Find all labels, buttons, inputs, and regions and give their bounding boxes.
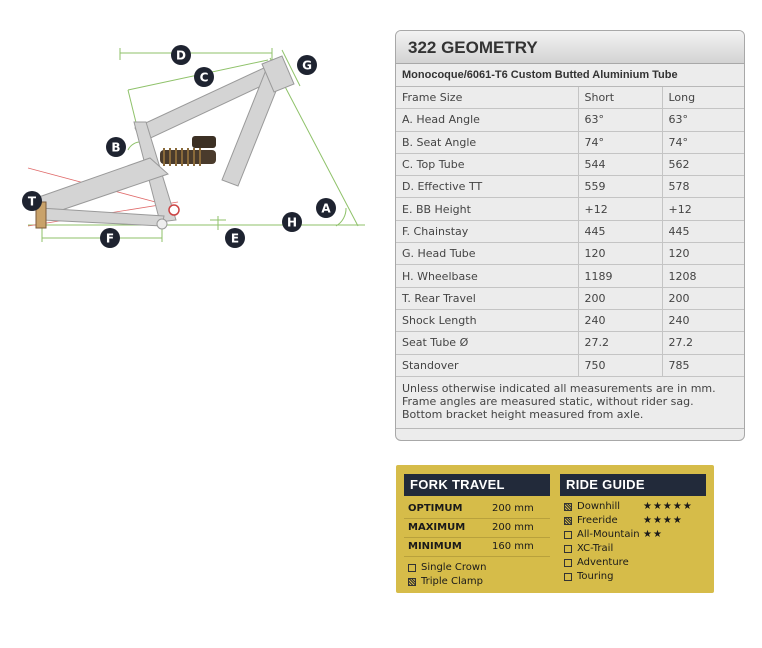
long-value: 578 [662,176,744,198]
fork-travel-value: 160 mm [492,541,534,552]
marker-a [316,198,336,218]
header-short: Short [578,87,662,109]
svg-text:G: G [302,58,312,73]
marker-b [106,137,126,157]
svg-text:B: B [111,140,121,155]
marker-g [297,55,317,75]
metric-name: Shock Length [396,309,578,331]
fork-travel-value: 200 mm [492,522,534,533]
ride-guide-title: RIDE GUIDE [560,474,706,496]
ride-guide-label: Touring [577,571,614,582]
long-value: 27.2 [662,332,744,354]
note-line: Unless otherwise indicated all measurements are in mm. [402,381,716,395]
short-value: 544 [578,153,662,175]
short-value: +12 [578,198,662,220]
ride-guide-item [560,542,706,556]
ride-guide-item [560,556,706,570]
geometry-panel [395,30,745,441]
short-value: 200 [578,287,662,309]
star-rating: ★★★★ [643,515,683,526]
short-value: 63° [578,109,662,131]
frame-geometry-diagram [0,30,380,260]
svg-text:E: E [230,231,240,246]
metric-name: T. Rear Travel [396,287,578,309]
star-rating: ★★ [643,529,663,540]
fork-option-label: Single Crown [421,562,487,573]
table-row [396,220,744,242]
ride-guide-label: XC-Trail [577,543,614,554]
geometry-title: 322 GEOMETRY [396,31,744,64]
checkbox-icon [564,559,572,567]
checkbox-icon [408,564,416,572]
fork-option [404,575,550,589]
table-row [396,354,744,376]
fork-travel-label: OPTIMUM [408,503,463,514]
table-row [396,198,744,220]
table-row [396,243,744,265]
svg-text:A: A [321,201,331,216]
fork-travel-row [404,500,550,519]
long-value: +12 [662,198,744,220]
note-line: Bottom bracket height measured from axle. [402,407,644,421]
short-value: 74° [578,131,662,153]
short-value: 1189 [578,265,662,287]
table-row [396,176,744,198]
ride-guide-label: All-Mountain [577,529,640,540]
metric-name: Seat Tube Ø [396,332,578,354]
checkbox-icon [564,531,572,539]
table-row [396,109,744,131]
short-value: 559 [578,176,662,198]
checkbox-icon [564,573,572,581]
long-value: 785 [662,354,744,376]
svg-text:C: C [199,70,209,85]
fork-travel-value: 200 mm [492,503,534,514]
table-row [396,309,744,331]
marker-e [225,228,245,248]
table-row [396,265,744,287]
marker-c [194,67,214,87]
long-value: 63° [662,109,744,131]
table-row [396,153,744,175]
marker-d [171,45,191,65]
short-value: 240 [578,309,662,331]
short-value: 445 [578,220,662,242]
fork-travel-row [404,538,550,557]
frame-tubes [36,56,294,226]
geometry-notes [396,377,744,429]
short-value: 27.2 [578,332,662,354]
metric-name: H. Wheelbase [396,265,578,287]
header-frame-size: Frame Size [396,87,578,109]
metric-name: G. Head Tube [396,243,578,265]
metric-name: D. Effective TT [396,176,578,198]
svg-text:T: T [27,194,37,209]
fork-travel-panel [404,474,550,589]
ride-guide-label: Adventure [577,557,629,568]
short-value: 120 [578,243,662,265]
checkbox-icon [408,578,416,586]
metric-name: F. Chainstay [396,220,578,242]
checkbox-icon [564,517,572,525]
ride-guide-item [560,500,706,514]
geometry-table [396,87,744,377]
long-value: 200 [662,287,744,309]
ride-guide-item [560,528,706,542]
marker-t [22,191,42,211]
geometry-subtitle: Monocoque/6061-T6 Custom Butted Aluminium Tube [396,64,744,87]
svg-text:D: D [176,48,186,63]
fork-option-label: Triple Clamp [421,576,483,587]
fork-option [404,561,550,575]
long-value: 562 [662,153,744,175]
table-row [396,287,744,309]
fork-travel-label: MAXIMUM [408,522,466,533]
long-value: 74° [662,131,744,153]
ride-guide-item [560,570,706,584]
fork-ride-card [396,465,714,593]
ride-guide-panel [560,474,706,584]
short-value: 750 [578,354,662,376]
header-long: Long [662,87,744,109]
checkbox-icon [564,503,572,511]
star-rating: ★★★★★ [643,501,693,512]
metric-name: B. Seat Angle [396,131,578,153]
fork-travel-label: MINIMUM [408,541,462,552]
metric-name: E. BB Height [396,198,578,220]
table-row [396,332,744,354]
ride-guide-item [560,514,706,528]
checkbox-icon [564,545,572,553]
metric-name: Standover [396,354,578,376]
svg-text:F: F [105,231,115,246]
long-value: 445 [662,220,744,242]
fork-travel-title: FORK TRAVEL [404,474,550,496]
metric-name: C. Top Tube [396,153,578,175]
ride-guide-label: Downhill [577,501,621,512]
metric-name: A. Head Angle [396,109,578,131]
long-value: 120 [662,243,744,265]
fork-travel-row [404,519,550,538]
marker-f [100,228,120,248]
ride-guide-label: Freeride [577,515,618,526]
long-value: 240 [662,309,744,331]
table-row [396,131,744,153]
note-line: Frame angles are measured static, without rider sag. [402,394,694,408]
long-value: 1208 [662,265,744,287]
marker-h [282,212,302,232]
table-header-row [396,87,744,109]
svg-text:H: H [286,215,298,230]
